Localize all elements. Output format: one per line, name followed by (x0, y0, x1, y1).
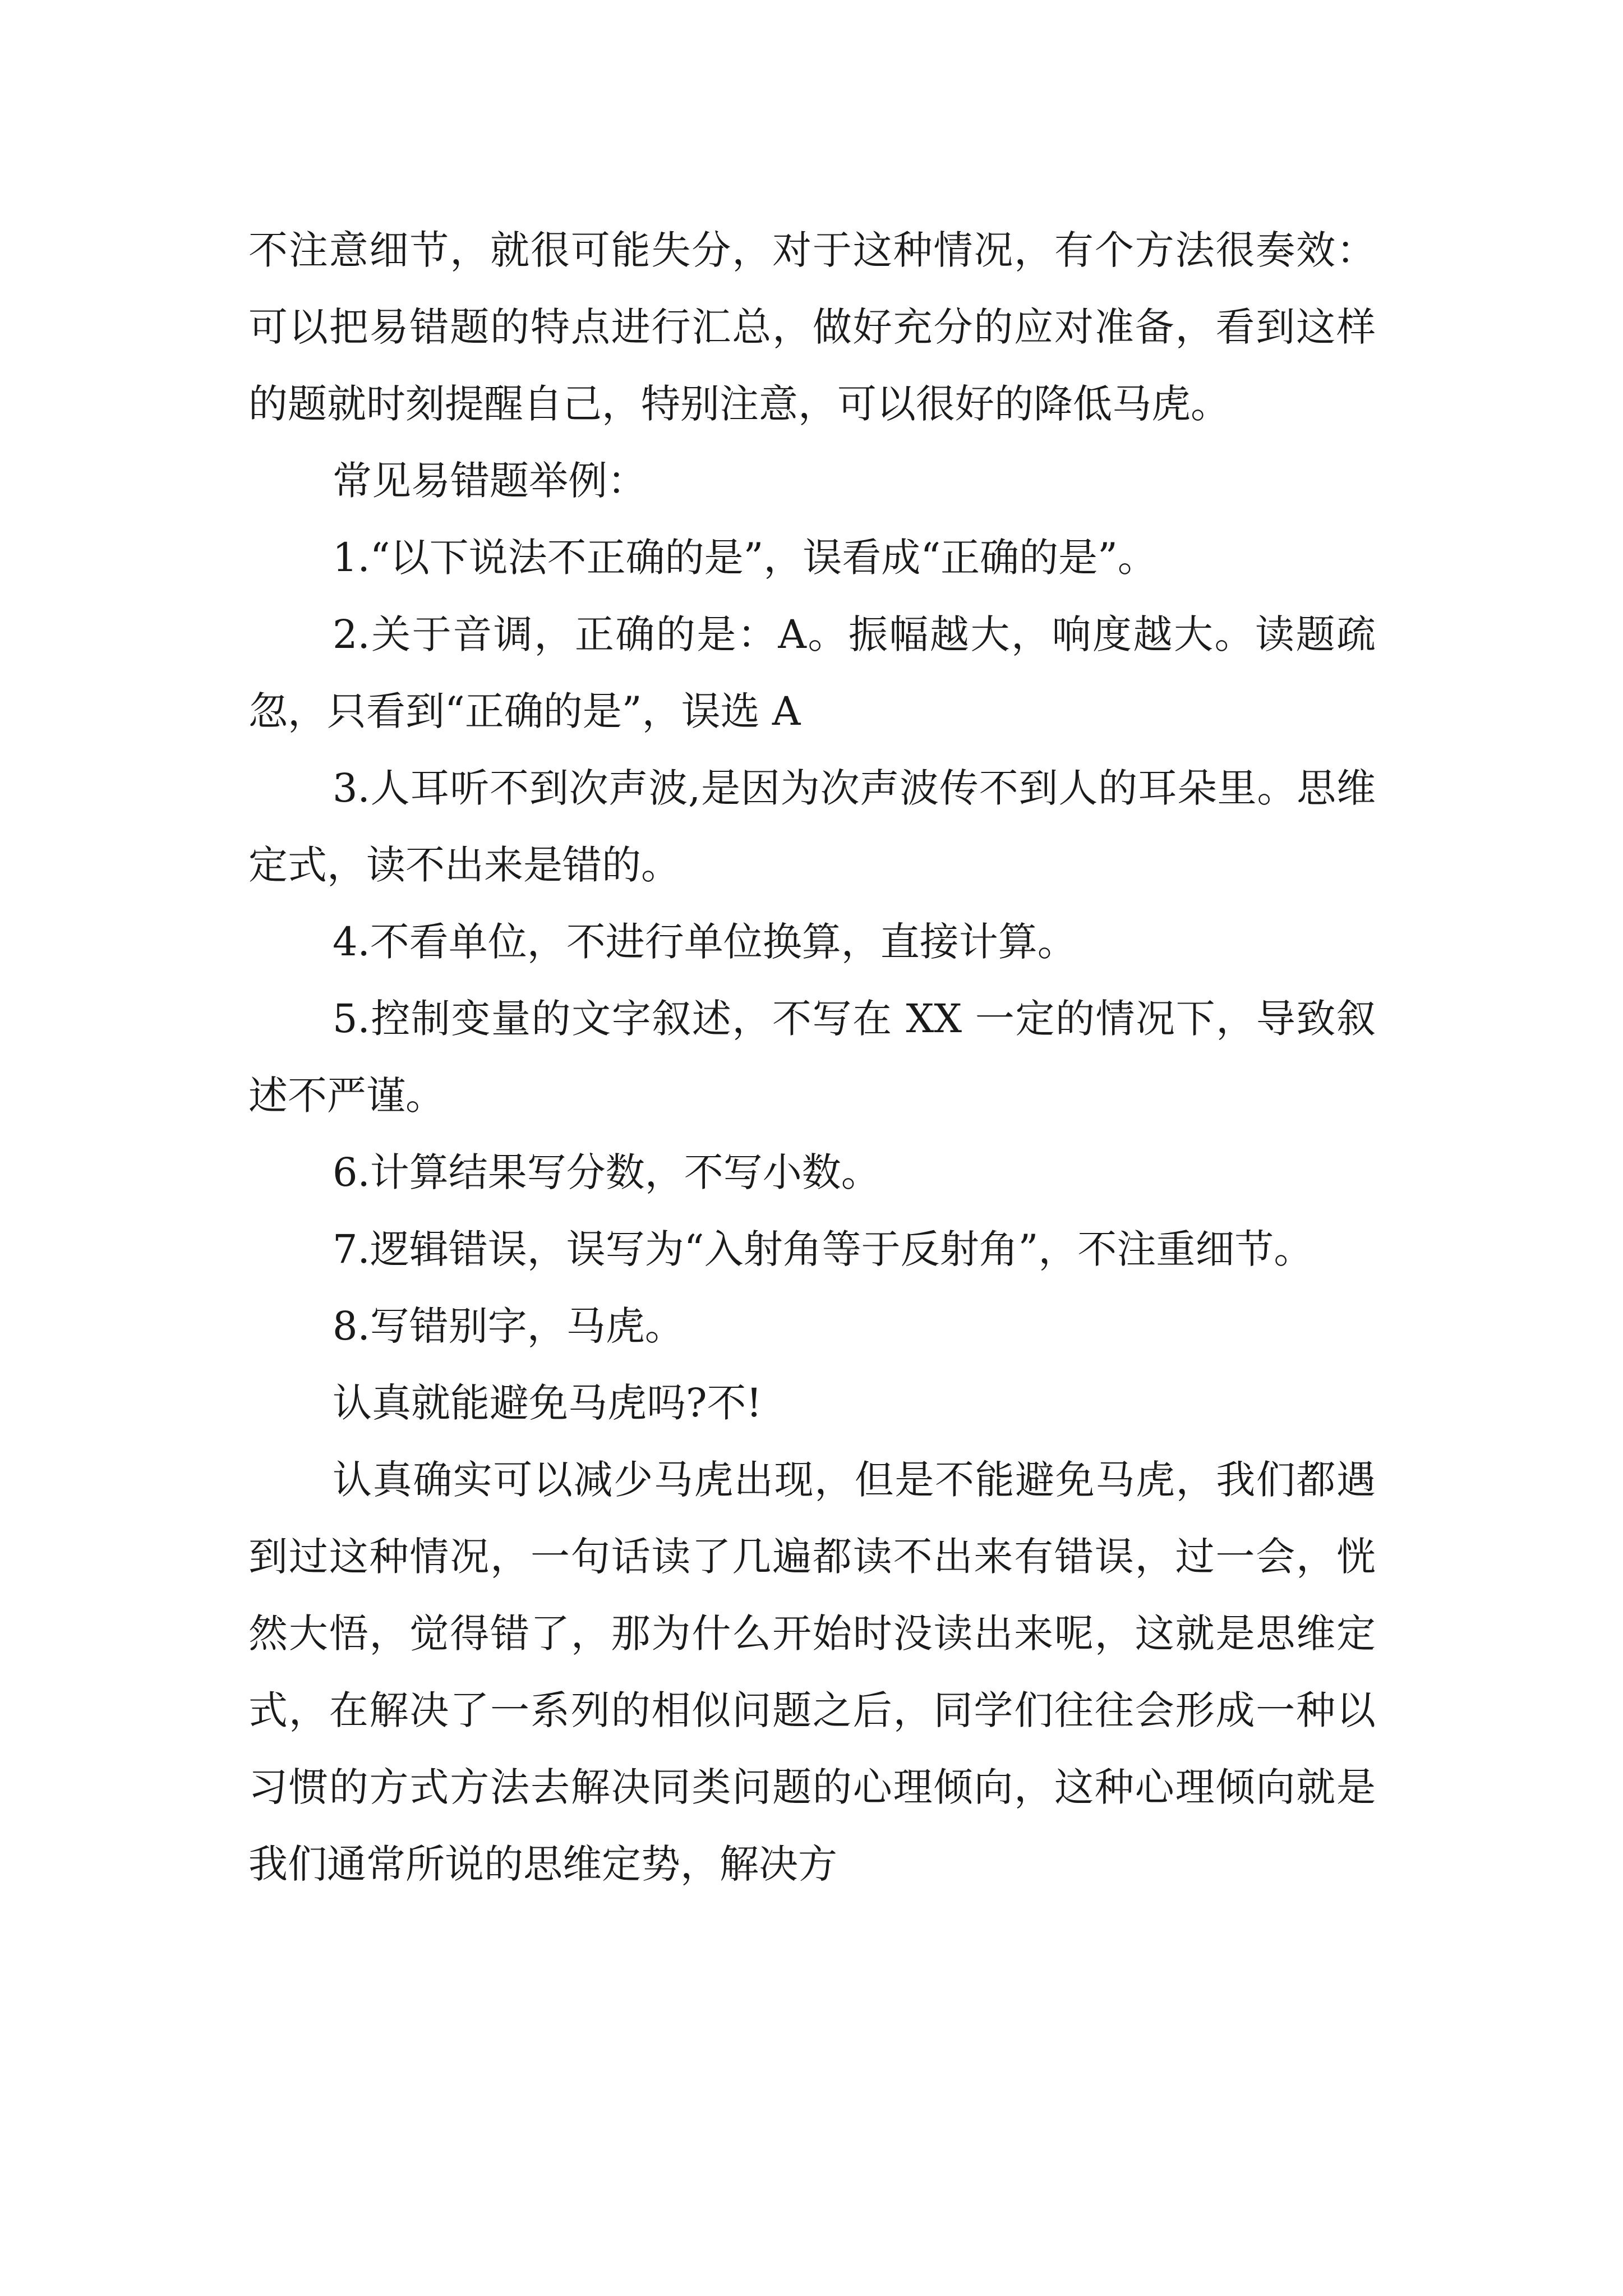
paragraph-question: 认真就能避免马虎吗?不! (333, 1380, 762, 1426)
list-item: 2.关于音调，正确的是：A。振幅越大，响度越大。读题疏忽，只看到“正确的是”，误选 A (248, 611, 1376, 734)
list-item: 4.不看单位，不进行单位换算，直接计算。 (333, 919, 1077, 965)
list-item: 6.计算结果写分数，不写小数。 (333, 1149, 880, 1195)
list-item: 7.逻辑错误，误写为“入射角等于反射角”，不注重细节。 (333, 1226, 1313, 1272)
list-item: 3.人耳听不到次声波,是因为次声波传不到人的耳朵里。思维定式，读不出来是错的。 (248, 765, 1376, 888)
list-item: 5.控制变量的文字叙述，不写在 XX 一定的情况下，导致叙述不严谨。 (248, 996, 1376, 1119)
paragraph: 认真确实可以减少马虎出现，但是不能避免马虎，我们都遇到过这种情况，一句话读了几遍都读不出来有错误，过一会，恍然大悟，觉得错了，那为什么开始时没读出来呢，这就是思维定式，在解决了一系列的相似问题之后，同学们往往会形成一种以习惯的方式方法去解决同类问题的心理倾向，这种心理倾向就是我们通常所说的思维定势，解决方 (248, 1457, 1376, 1887)
list-item: 8.写错别字，马虎。 (333, 1303, 684, 1349)
paragraph: 不注意细节，就很可能失分，对于这种情况，有个方法很奏效：可以把易错题的特点进行汇总，做好充分的应对准备，看到这样的题就时刻提醒自己，特别注意，可以很好的降低马虎。 (248, 227, 1376, 427)
paragraph-heading-common-mistakes: 常见易错题举例： (333, 458, 647, 504)
list-item: 1.“以下说法不正确的是”，误看成“正确的是”。 (333, 535, 1157, 581)
document-body (248, 212, 1376, 1903)
